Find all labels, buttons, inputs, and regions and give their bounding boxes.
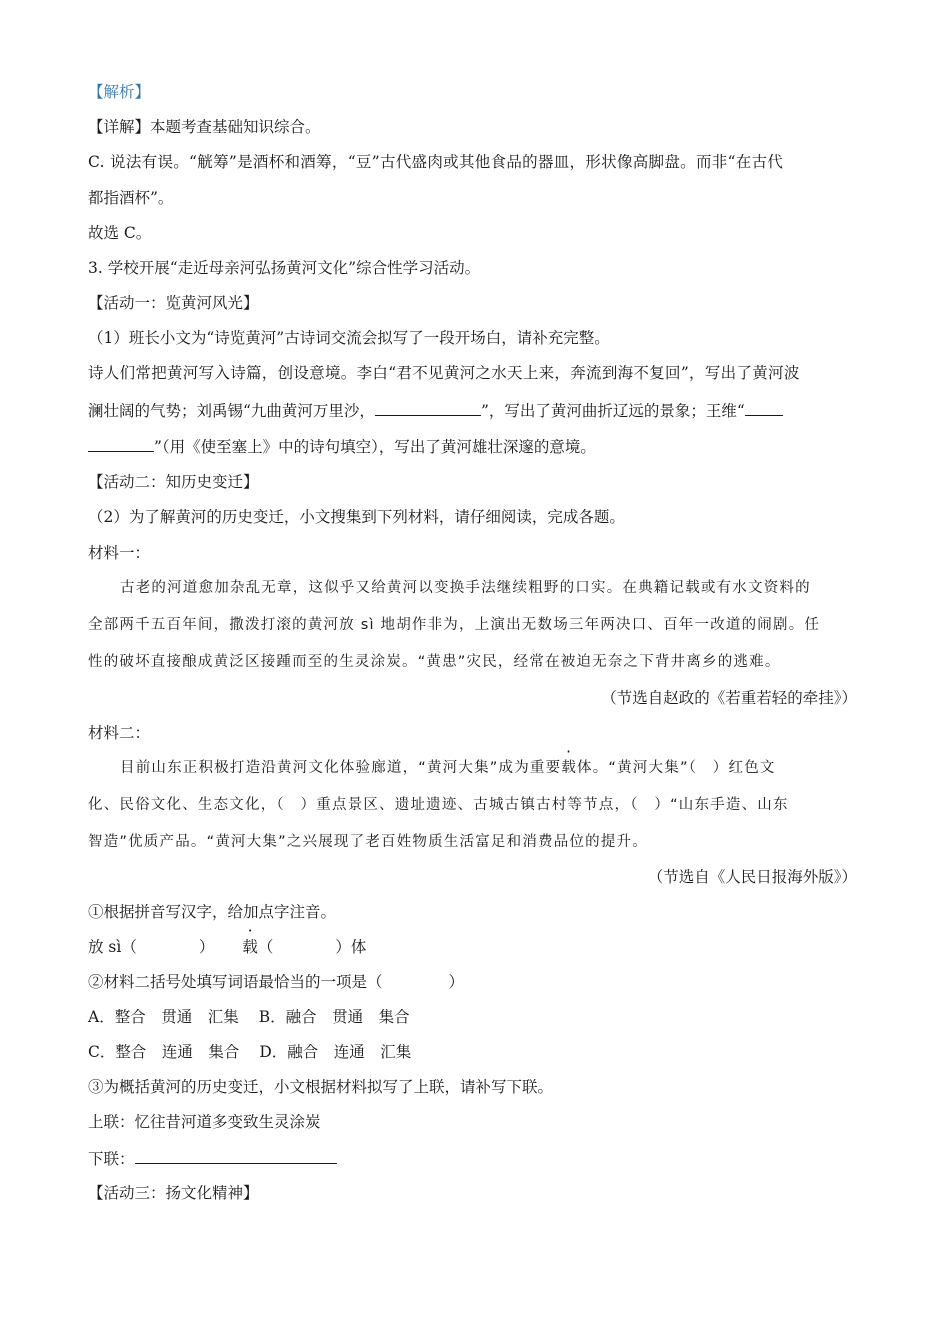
paragraph-1-text-a: 澜壮阔的气势；刘禹锡“九曲黄河万里沙， [88, 402, 375, 420]
upper-couplet: 上联：忆往昔河道多变致生灵涂炭 [88, 1113, 321, 1131]
poem-blank-2-start[interactable] [745, 399, 783, 416]
paragraph-1-text-b: ”，写出了黄河曲折辽远的景象；王维“ [480, 402, 745, 420]
material-1-title: 材料一： [88, 544, 151, 562]
option-c-explanation-cont: 都指酒杯”。 [88, 189, 174, 207]
dotted-char-zai: 载 [561, 760, 578, 776]
material-1-line-3: 性的破坏直接酿成黄泛区接踵而至的生灵涂炭。“黄患”灾民，经常在被迫无奈之下背井离乡的逃难。 [88, 654, 781, 670]
analysis-label: 【解析】 [88, 83, 151, 101]
paragraph-1-line-1: 诗人们常把黄河写入诗篇，创设意境。李白“君不见黄河之水天上来，奔流到海不复回”，写出了黄河波 [88, 364, 800, 382]
material-1-line-2: 全部两千五百年间，撒泼打滚的黄河放 sì 地胡作非为，上演出无数场三年两决口、百年一改道的闹剧。任 [88, 617, 821, 633]
lower-couplet-label: 下联： [88, 1150, 135, 1168]
sub-question-2-close: ） [448, 973, 465, 991]
option-c[interactable]: C．整合 连通 集合 [88, 1043, 240, 1061]
pinyin-si-close: ） [198, 938, 215, 956]
options-row-2 [88, 1041, 411, 1063]
question-1-text: （1）班长小文为“诗览黄河”古诗词交流会拟写了一段开场白，请补充完整。 [88, 329, 610, 347]
material-2-line-3: 智造”优质产品。“黄河大集”之兴展现了老百姓物质生活富足和消费品位的提升。 [88, 834, 648, 850]
material-2-title: 材料二： [88, 724, 151, 742]
activity-2-heading: 【活动二：知历史变迁】 [88, 473, 259, 491]
poem-blank-2-end[interactable] [88, 435, 154, 452]
activity-3-heading: 【活动三：扬文化精神】 [88, 1184, 259, 1202]
pinyin-answer-row [88, 936, 366, 958]
material-2-line-2: 化、民俗文化、生态文化，（ ）重点景区、遗址遗迹、古城古镇古村等节点，（ ）“山东手造、山东 [88, 797, 789, 813]
dotted-char-zai-answer: 载 [242, 938, 258, 956]
sub-question-2-text: ②材料二括号处填写词语最恰当的一项是（ [88, 973, 383, 991]
material-2-text-b: 体。“黄河大集”（ ）红色文 [577, 760, 776, 776]
material-2-source: （节选自《人民日报海外版》） [647, 868, 857, 886]
sub-question-2 [88, 971, 464, 993]
material-2-line-1 [120, 757, 776, 779]
detail-line: 【详解】本题考查基础知识综合。 [88, 118, 321, 136]
paragraph-1-line-2 [88, 399, 783, 422]
paragraph-1-text-c: ”（用《使至塞上》中的诗句填空），写出了黄河雄壮深邃的意境。 [154, 438, 596, 456]
material-1-source: （节选自赵政的《若重若轻的牵挂》） [601, 689, 857, 707]
answer-line: 故选 C。 [88, 224, 152, 242]
zai-open: （ [257, 938, 274, 956]
material-2-text-a: 目前山东正积极打造沿黄河文化体验廊道，“黄河大集”成为重要 [120, 760, 562, 776]
sub-question-3: ③为概括黄河的历史变迁，小文根据材料拟写了上联，请补写下联。 [88, 1078, 554, 1096]
options-row-1 [88, 1006, 410, 1028]
option-a[interactable]: A．整合 贯通 汇集 [88, 1008, 239, 1026]
lower-couplet-blank[interactable] [135, 1147, 337, 1164]
poem-blank-1[interactable] [375, 399, 481, 416]
question-3-title: 3. 学校开展“走近母亲河弘扬黄河文化”综合性学习活动。 [88, 259, 481, 277]
option-c-explanation: C. 说法有误。“觥筹”是酒杯和酒筹，“豆”古代盛肉或其他食品的器皿，形状像高脚盘。而非“在古代 [88, 153, 784, 171]
question-2-text: （2）为了解黄河的历史变迁，小文搜集到下列材料，请仔细阅读，完成各题。 [88, 508, 625, 526]
zai-close: ）体 [335, 938, 367, 956]
option-b[interactable]: B．融合 贯通 集合 [258, 1008, 410, 1026]
pinyin-si-label: 放 sì（ [88, 938, 137, 956]
lower-couplet [88, 1147, 337, 1170]
sub-question-1: ①根据拼音写汉字，给加点字注音。 [88, 903, 337, 921]
option-d[interactable]: D．融合 连通 汇集 [259, 1043, 412, 1061]
activity-1-heading: 【活动一：览黄河风光】 [88, 294, 259, 312]
material-1-line-1: 古老的河道愈加杂乱无章，这似乎又给黄河以变换手法继续粗野的口实。在典籍记载或有水文资料的 [120, 580, 811, 596]
paragraph-1-line-3 [88, 435, 596, 458]
